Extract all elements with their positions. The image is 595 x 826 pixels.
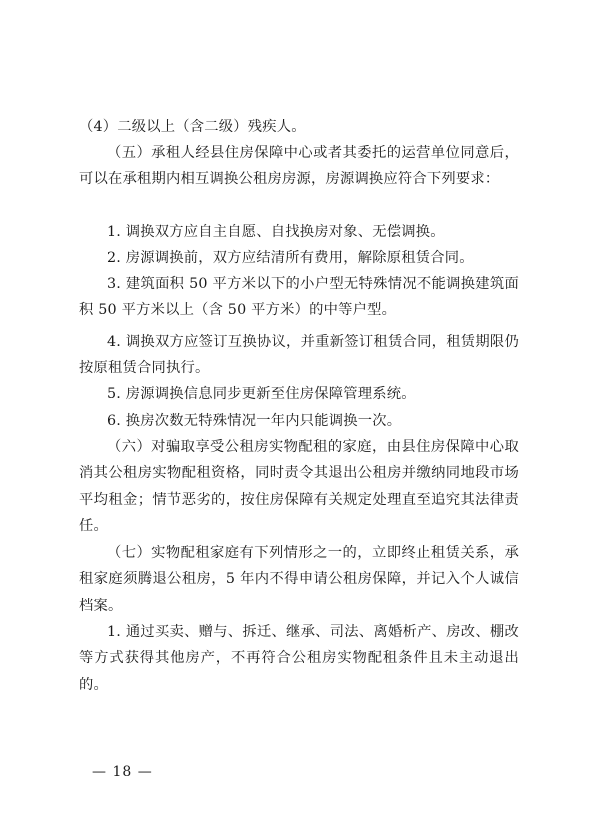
paragraph-termination-rule-1: 1. 通过买卖、赠与、拆迁、继承、司法、离婚析产、房改、棚改等方式获得其他房产，不再符合公租房实物配租条件且未主动退出的。 <box>79 624 519 693</box>
paragraph-swap-rule-4: 4. 调换双方应签订互换协议，并重新签订租赁合同，租赁期限仍按原租赁合同执行。 <box>79 334 519 377</box>
paragraph-section-6-fraud: （六）对骗取享受公租房实物配租的家庭，由县住房保障中心取消其公租房实物配租资格，同时责令其退出公租房并缴纳同地段市场平均租金；情节恶劣的，按住房保障有关规定处理直至追究其法律责任。 <box>79 439 519 534</box>
paragraph-section-7-termination: （七）实物配租家庭有下列情形之一的，立即终止租赁关系，承租家庭须腾退公租房，5 年内不得申请公租房保障，并记入个人诚信档案。 <box>79 545 519 614</box>
paragraph-section-5-swap: （五）承租人经县住房保障中心或者其委托的运营单位同意后，可以在承租期内相互调换公租房房源，房源调换应符合下列要求： <box>79 145 519 188</box>
paragraph-disability-condition: （4）二级以上（含二级）残疾人。 <box>79 119 306 135</box>
paragraph-swap-rule-2: 2. 房源调换前，双方应结清所有费用，解除原租赁合同。 <box>107 250 474 266</box>
page-number: — 18 — <box>92 764 153 780</box>
paragraph-swap-rule-5: 5. 房源调换信息同步更新至住房保障管理系统。 <box>107 386 416 402</box>
paragraph-swap-rule-6: 6. 换房次数无特殊情况一年内只能调换一次。 <box>107 413 402 429</box>
paragraph-swap-rule-1: 1. 调换双方应自主自愿、自找换房对象、无偿调换。 <box>107 224 445 240</box>
paragraph-swap-rule-3: 3. 建筑面积 50 平方米以下的小户型无特殊情况不能调换建筑面积 50 平方米以上（含 50 平方米）的中等户型。 <box>79 276 519 319</box>
